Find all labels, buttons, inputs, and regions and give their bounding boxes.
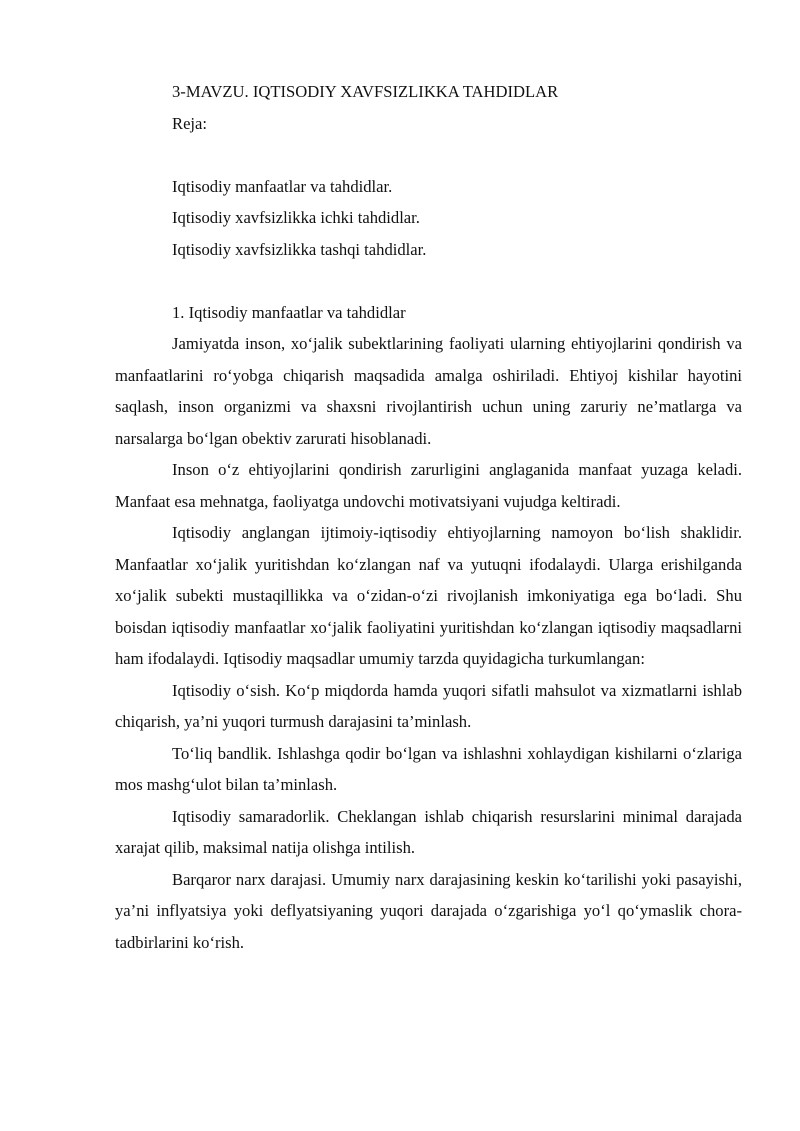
plan-label: Reja: [172, 113, 208, 133]
spacer [115, 265, 742, 297]
body-paragraph: Barqaror narx darajasi. Umumiy narx darajasining keskin ko‘tarilishi yoki pasayishi, ya’ni inflyatsiya yoki deflyatsiyaning yuqori darajada o‘zgarishiga yo‘l qo‘ymaslik chora-tadbirlarini ko‘rish. [115, 869, 742, 952]
body-paragraph: Iqtisodiy anglangan ijtimoiy-iqtisodiy ehtiyojlarning namoyon bo‘lish shaklidir. Manfaatlar xo‘jalik yuritishdan ko‘zlangan naf va yutuqni ifodalaydi. Ularga erishilganda xo‘jalik subekti mustaqillikka va o‘zidan-o‘zi rivojlanish imkoniyatiga ega bo‘ladi. Shu boisdan iqtisodiy manfaatlar xo‘jalik faoliyatini yuritishdan ko‘zlangan iqtisodiy maqsadlarni ham ifodalaydi. Iqtisodiy maqsadlar umumiy tarzda quyidagicha turkumlangan: [115, 523, 742, 668]
body-paragraph: Inson o‘z ehtiyojlarini qondirish zarurligini anglaganida manfaat yuzaga keladi. Manfaat esa mehnatga, faoliyatga undovchi motivatsiyani vujudga keltiradi. [115, 460, 742, 511]
document-title: 3-MAVZU. IQTISODIY XAVFSIZLIKKA TAHDIDLAR [172, 82, 559, 101]
plan-item: Iqtisodiy manfaatlar va tahdidlar. [172, 176, 393, 196]
section-heading: 1. Iqtisodiy manfaatlar va tahdidlar [172, 302, 406, 322]
spacer [115, 139, 742, 171]
body-paragraph: Iqtisodiy samaradorlik. Cheklangan ishlab chiqarish resurslarini minimal darajada xarajat qilib, maksimal natija olishga intilish. [115, 806, 742, 857]
plan-item: Iqtisodiy xavfsizlikka tashqi tahdidlar. [172, 239, 427, 259]
body-paragraph: To‘liq bandlik. Ishlashga qodir bo‘lgan va ishlashni xohlaydigan kishilarni o‘zlariga mos mashg‘ulot bilan ta’minlash. [115, 743, 742, 794]
body-paragraph: Iqtisodiy o‘sish. Ko‘p miqdorda hamda yuqori sifatli mahsulot va xizmatlarni ishlab chiqarish, ya’ni yuqori turmush darajasini ta’minlash. [115, 680, 742, 731]
document-page [115, 76, 742, 958]
body-paragraph: Jamiyatda inson, xo‘jalik subektlarining faoliyati ularning ehtiyojlarini qondirish va manfaatlarini ro‘yobga chiqarish maqsadida amalga oshiriladi. Ehtiyoj kishilar hayotini saqlash, inson organizmi va shaxsni rivojlantirish uchun uning zaruriy ne’matlarga va narsalarga bo‘lgan obektiv zarurati hisoblanadi. [115, 334, 742, 448]
plan-item: Iqtisodiy xavfsizlikka ichki tahdidlar. [172, 208, 420, 227]
